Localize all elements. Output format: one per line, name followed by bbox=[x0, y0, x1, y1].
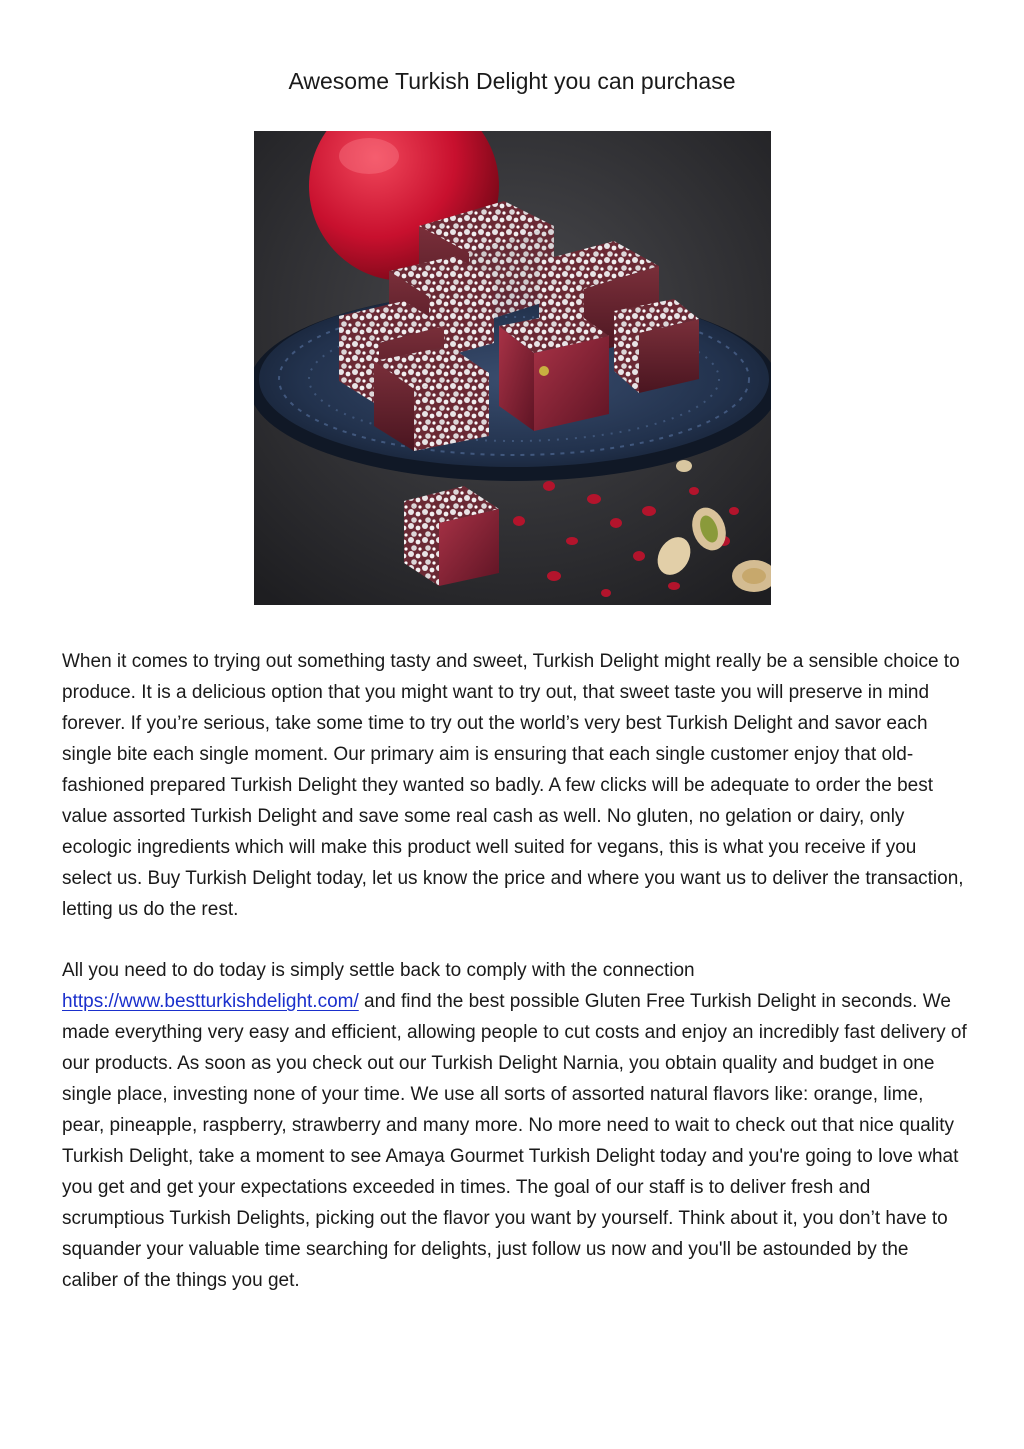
paragraph-details-end: and find the best possible Gluten Free Turkish Delight in seconds. We made everything very easy and efficient, allowing people to cut costs and enjoy an incredibly fast delivery of our products. As soon as you check out our Turkish Delight Narnia, you obtain quality and budget in one single place, investing none of your time. We use all sorts of assorted natural flavors like: orange, lime, pear, pineapple, raspberry, strawberry and many more. No more need to wait to check out that nice quality Turkish Delight, take a moment to see Amaya Gourmet Turkish Delight today and you're going to love what you get and get your expectations exceeded in times. The goal of our staff is to deliver fresh and scrumptious Turkish Delights, picking out the flavor you want by yourself. Think about it, you don’t have to squander your valuable time searching for delights, just follow us now and you'll be astounded by the caliber of the things you get. bbox=[62, 991, 967, 1291]
paragraph-intro: When it comes to trying out something tasty and sweet, Turkish Delight might really be a sensible choice to produce. It is a delicious option that you might want to try out, that sweet taste you will preserve in mind forever. If you’re serious, take some time to try out the world’s very best Turkish Delight and savor each single bite each single moment. Our primary aim is ensuring that each single customer enjoy that old-fashioned prepared Turkish Delight they wanted so badly. A few clicks will be adequate to order the best value assorted Turkish Delight and save some real cash as well. No gluten, no gelation or dairy, only ecologic ingredients which will make this product well suited for vegans, this is what you receive if you select us. Buy Turkish Delight today, let us know the price and where you want us to deliver the transaction, letting us do the rest. bbox=[62, 651, 964, 920]
paragraph-details bbox=[62, 955, 967, 1296]
turkish-delight-photo bbox=[254, 131, 771, 605]
bestturkishdelight-link[interactable]: https://www.bestturkishdelight.com/ bbox=[62, 991, 359, 1012]
paragraph-details-start: All you need to do today is simply settle back to comply with the connection bbox=[62, 960, 695, 981]
page-title: Awesome Turkish Delight you can purchase bbox=[288, 68, 736, 94]
